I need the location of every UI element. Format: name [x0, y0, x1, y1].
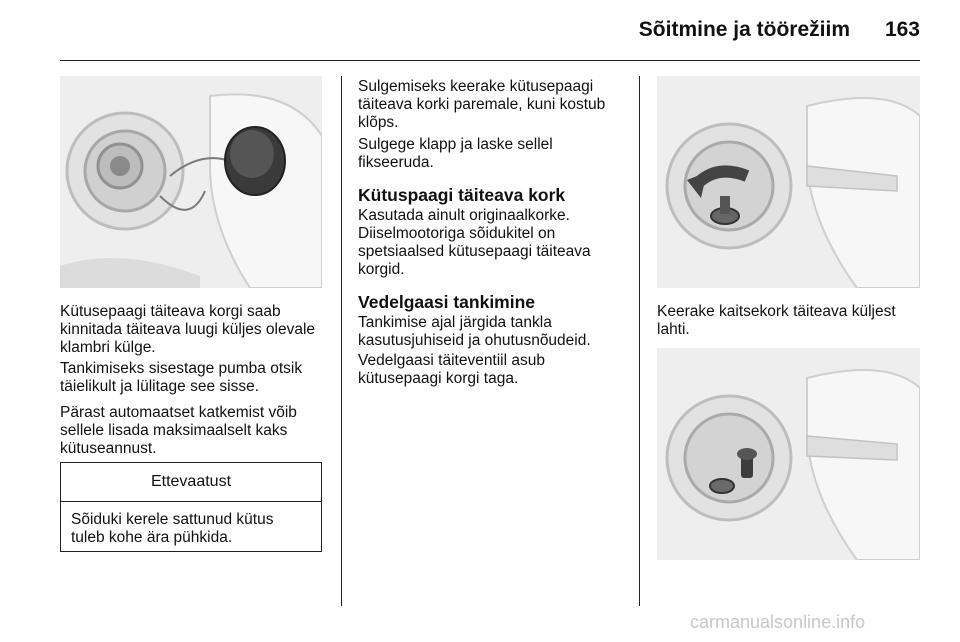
- page-header-title: Sõitmine ja töörežiim: [638, 18, 850, 41]
- subheading-lpg-refuel: Vedelgaasi tankimine: [358, 292, 536, 312]
- left-paragraph-1: Kütusepaagi täiteava korgi saab kinnitada täiteava luugi küljes olevale klambri külge.: [60, 303, 316, 356]
- lpg-valve-drawing: [657, 348, 920, 560]
- column-divider-right: [639, 76, 640, 606]
- caution-body: Sõiduki kerele sattunud kütus tuleb kohe ära pühkida.: [71, 511, 274, 546]
- page-number: 163: [884, 18, 920, 41]
- left-paragraph-2: Tankimiseks sisestage pumba otsik täielikult ja lülitage see sisse.: [60, 360, 303, 395]
- fuel-filler-cap-drawing: [60, 76, 322, 288]
- lpg-valve-illustration: [657, 348, 920, 560]
- middle-paragraph-5: Vedelgaasi täiteventiil asub kütusepaagi korgi taga.: [358, 352, 545, 387]
- middle-paragraph-4: Tankimise ajal järgida tankla kasutusjuhiseid ja ohutusnõudeid.: [358, 314, 591, 349]
- caution-box: [60, 462, 322, 552]
- header-rule: [60, 60, 920, 61]
- middle-paragraph-1: Sulgemiseks keerake kütusepaagi täiteava korki paremale, kuni kostub klõps.: [358, 78, 606, 131]
- fuel-filler-illustration: [60, 76, 322, 288]
- watermark-text: carmanualsonline.info: [690, 612, 866, 632]
- lpg-cap-unscrew-drawing: [657, 76, 920, 288]
- middle-paragraph-3: Kasutada ainult originaalkorke. Diiselmootoriga sõidukitel on spetsiaalsed kütusepaagi täiteava korgid.: [358, 207, 591, 278]
- column-divider-left: [341, 76, 342, 606]
- caution-title: Ettevaatust: [61, 463, 321, 502]
- right-paragraph-1: Keerake kaitsekork täiteava küljest lahti.: [657, 303, 896, 338]
- subheading-fuel-cap: Kütuspaagi täiteava kork: [358, 185, 566, 205]
- middle-paragraph-2: Sulgege klapp ja laske sellel fikseeruda.: [358, 136, 553, 171]
- lpg-cap-unscrew-illustration: [657, 76, 920, 288]
- left-paragraph-3: Pärast automaatset katkemist võib sellele lisada maksimaalselt kaks kütuseannust.: [60, 404, 297, 457]
